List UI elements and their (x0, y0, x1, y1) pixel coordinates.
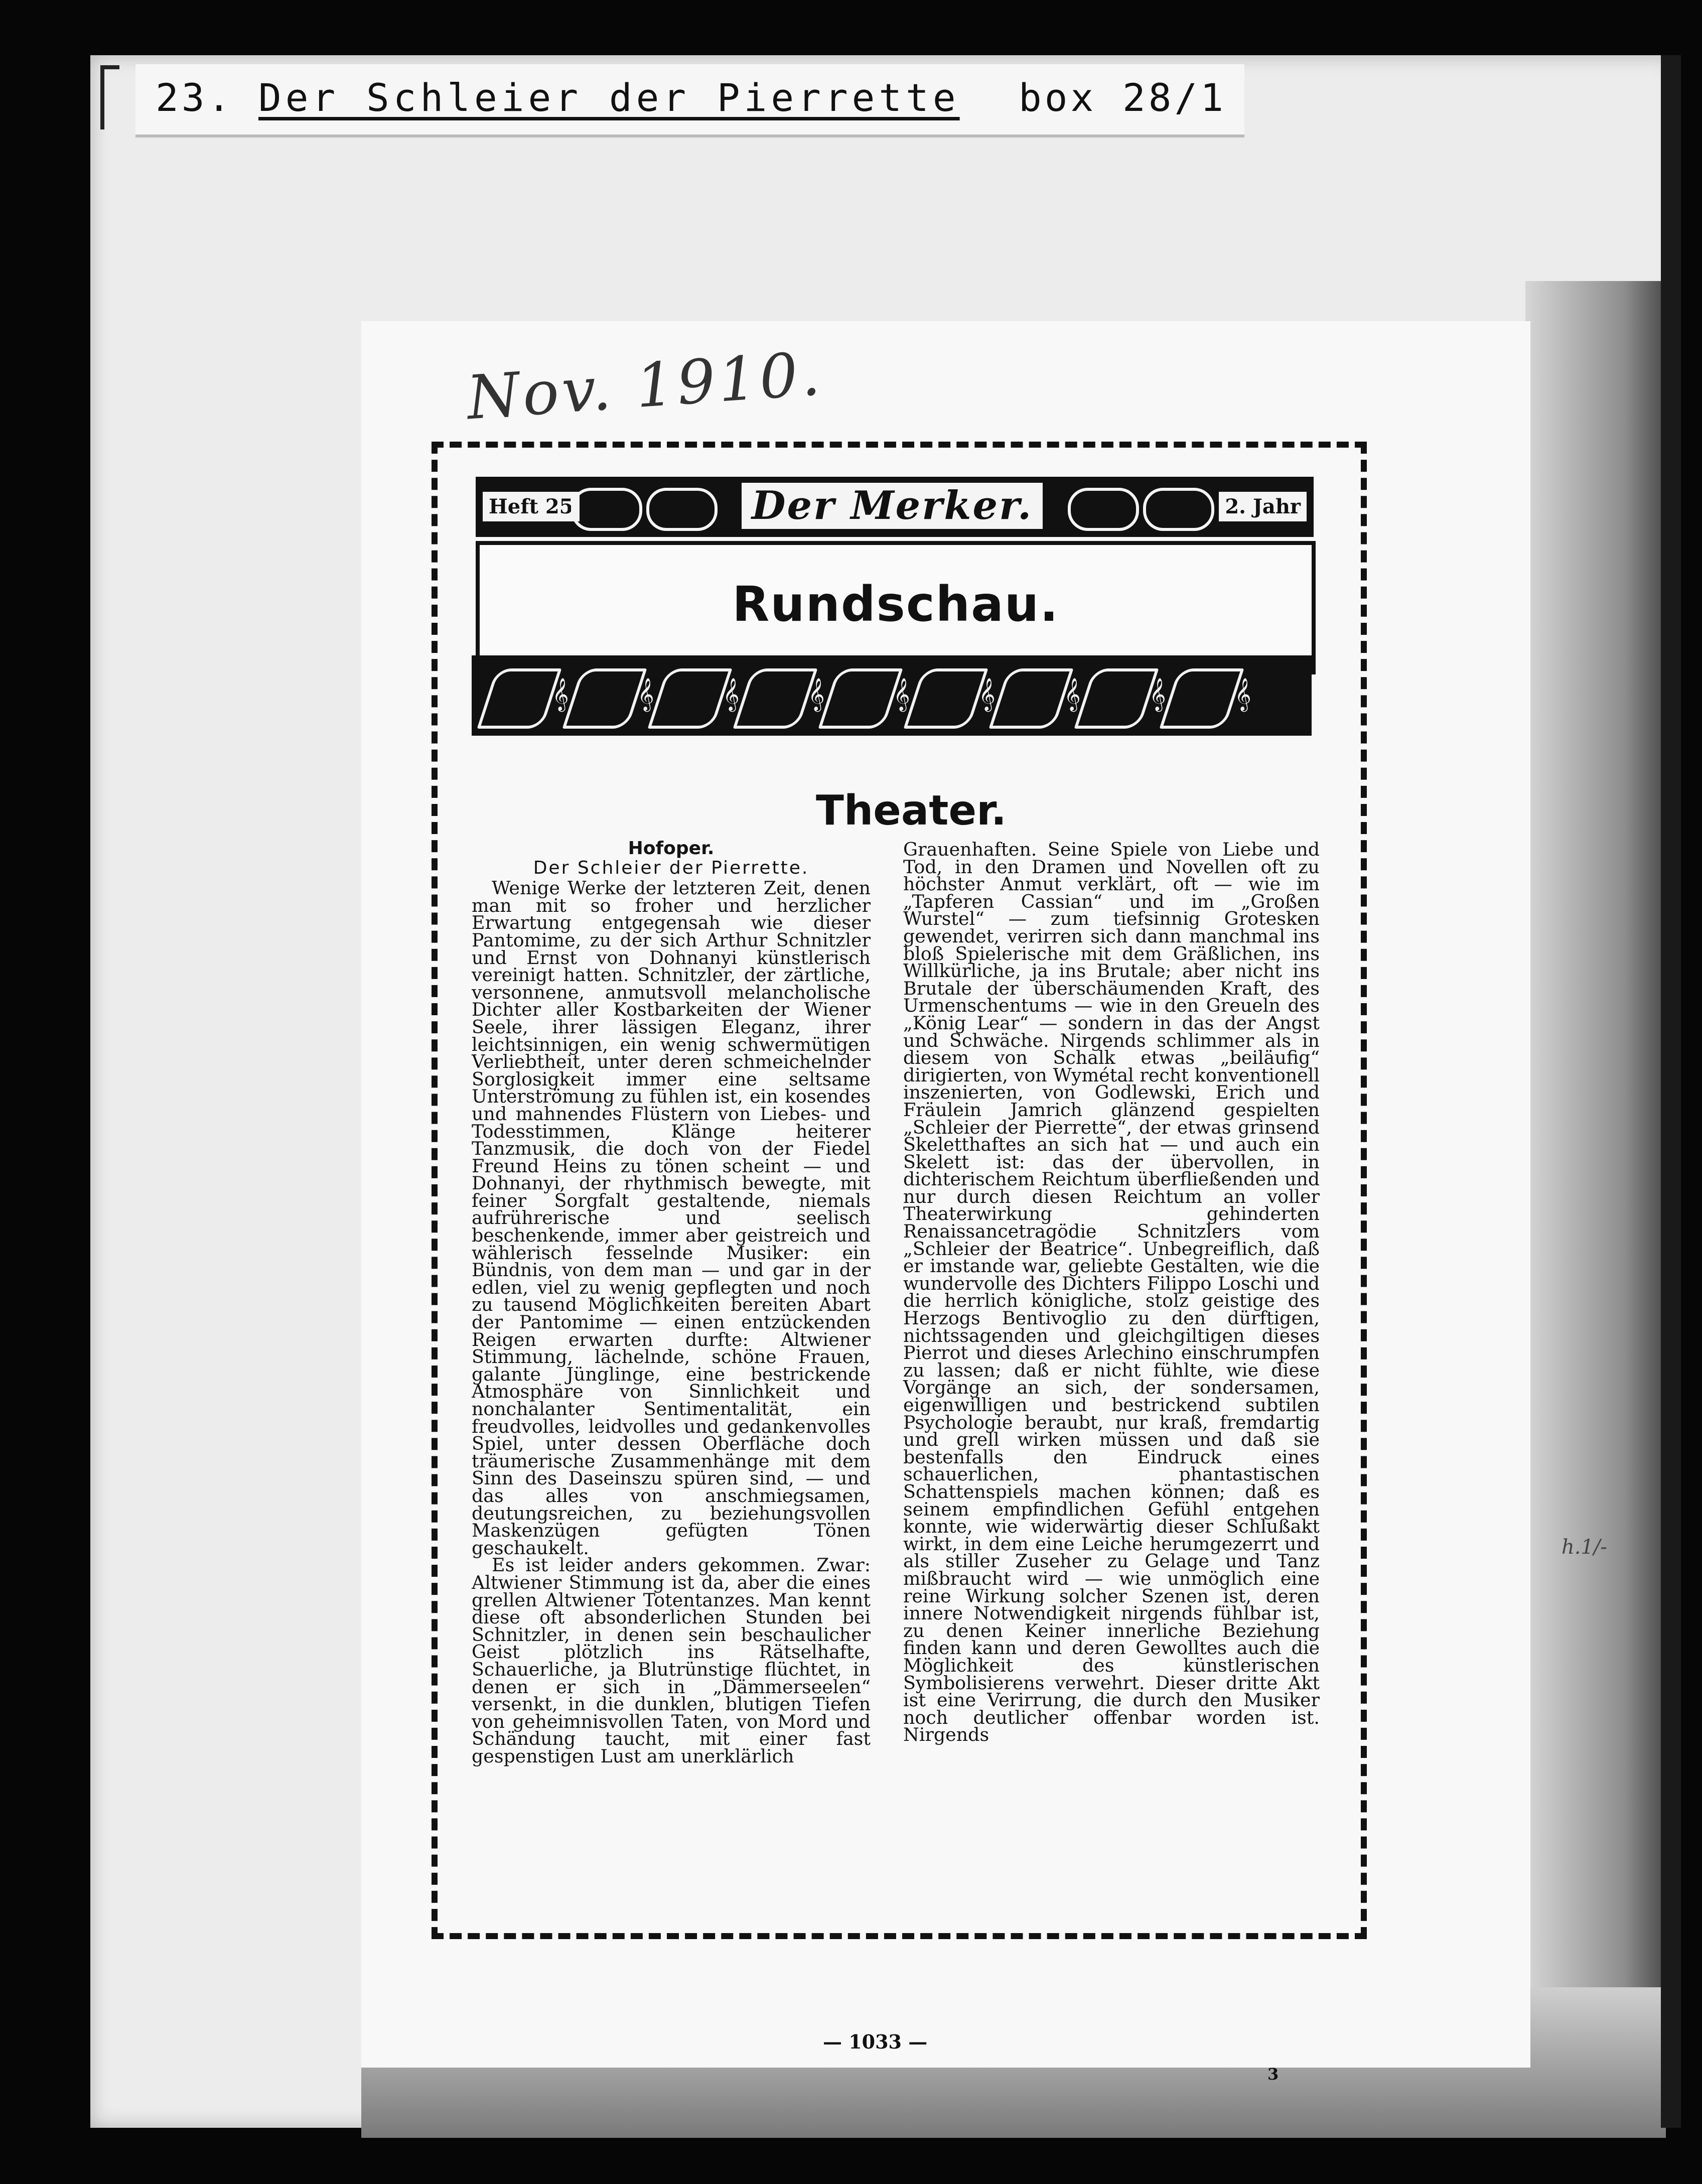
archive-label (135, 64, 1244, 138)
margin-pencil-note: h.1/- (1562, 1536, 1607, 1559)
sheet-shadow-right (1525, 281, 1666, 2138)
corner-mark (100, 65, 119, 129)
issue-label: Heft 25 (483, 492, 580, 521)
page-number: — 1033 — (823, 2030, 928, 2053)
treble-clef-icon: 𝄞 (978, 678, 996, 711)
archive-title: Der Schleier der Pierrette (258, 75, 960, 120)
paragraph: Wenige Werke der letzteren Zeit, denen man mit so froher und herzlicher Erwartung entgegensah wie dieser Pantomime, zu der sich Arthur Schnitzler und Ernst von Dohnanyi künstlerisch vereinigt hatten. Schnitzler, der zärtliche, versonnene, anmutsvoll melancholische Dichter aller Kostbarkeiten der Wiener Seele, ihrer lässigen Eleganz, ihrer leichtsinnigen, ein wenig schwermütigen Verliebtheit, unter deren schmeichelnder Sorglosigkeit immer eine seltsame Unterströmung zu fühlen ist, ein kosendes und mahnendes Flüstern von Liebes- und Todesstimmen, Klänge heiterer Tanzmusik, die doch von der Fiedel Freund Heins zu tönen scheint — und Dohnanyi, der rhythmisch bewegte, mit feiner Sorgfalt gestaltende, niemals aufrührerische und seelisch beschenkende, immer aber geistreich und wählerisch fesselnde Musiker: ein Bündnis, von dem man — und gar in der edlen, viel zu wenig gepflegten und noch zu tausend Möglichkeiten bereiten Abart der Pantomime — einen entzückenden Reigen erwarten durfte: Altwiener Stimmung, lächelnde, schöne Frauen, galante Jünglinge, eine bestrickende Atmosphäre von Sinnlichkeit und nonchalanter Sentimentalität, ein freudvolles, leidvolles und gedankenvolles Spiel, unter dessen Oberfläche doch träumerische Zusammenhänge mit dem Sinn des Daseinszu spüren sind, — und das alles von anschmiegsamen, deutungsreichen, zu beziehungsvollen Maskenzügen gefügten Tönen geschaukelt. (472, 877, 871, 1559)
ornament-icon (1068, 488, 1139, 531)
article-column-left (472, 840, 871, 1765)
ornament-icon (646, 488, 718, 531)
treble-clef-icon: 𝄞 (808, 678, 825, 711)
heading-theater: Theater. (816, 787, 1007, 835)
paragraph: Es ist leider anders gekommen. Zwar: Altwiener Stimmung ist da, aber die eines grellen Altwiener Totentanzes. Man kennt diese oft absonderlichen Stunden bei Schnitzler, in denen sein beschaulicher Geist plötzlich ins Rätselhafte, Schauerliche, ja Blutrünstige flüchtet, in denen er sich in „Dämmerseelen“ versenkt, in die dunklen, blutigen Tiefen von geheimnisvollen Taten, von Mord und Schändung taucht, mit einer fast gespenstigen Lust am unerklärlich (472, 1554, 871, 1767)
treble-clef-icon: 𝄞 (1064, 678, 1081, 711)
treble-clef-icon: 𝄞 (1149, 678, 1166, 711)
treble-clef-icon: 𝄞 (552, 678, 569, 711)
archive-number: 23. (156, 75, 234, 120)
treble-clef-icon: 𝄞 (637, 678, 654, 711)
year-label: 2. Jahr (1219, 492, 1307, 521)
treble-clef-icon: 𝄞 (893, 678, 910, 711)
article-column-right (903, 841, 1320, 1744)
treble-clef-icon: 𝄞 (723, 678, 740, 711)
treble-clef-icon: 𝄞 (1234, 678, 1251, 711)
section-title: Rundschau. (732, 576, 1059, 632)
masthead-title: Der Merker. (742, 483, 1043, 529)
signature-mark: 3 (1267, 2065, 1279, 2084)
scan-edge (1661, 55, 1681, 2128)
ornament-icon (1143, 488, 1214, 531)
article-kicker: Hofoper. (628, 838, 715, 859)
section-box (476, 541, 1316, 674)
archive-box: box 28/1 (1019, 75, 1227, 120)
handwritten-date: Nov. 1910. (465, 339, 825, 434)
ornament-icon (571, 488, 642, 531)
paragraph: Grauenhaften. Seine Spiele von Liebe und Tod, in den Dramen und Novellen oft zu höchster Anmut verklärt, oft — wie im „Tapferen Cassian“ und im „Großen Wurstel“ — zum tiefsinnig Grotesken gewendet, verirren sich dann manchmal ins bloß Spielerische mit dem Gräßlichen, ins Willkürliche, ja ins Brutale; aber nicht ins Brutale der überschäumenden Kraft, des Urmenschentums — wie in den Greueln des „König Lear“ — sondern in das der Angst und Schwäche. Nirgends schlimmer als in diesem von Schalk etwas „beiläufig“ dirigierten, von Wymétal recht konventionell inszenierten, von Godlewski, Erich und Fräulein Jamrich glänzend gespielten „Schleier der Pierrette“, der etwas grinsend Skeletthaftes an sich hat — und auch ein Skelett ist: das der übervollen, in dichterischem Reichtum überfließenden und nur durch diesen Reichtum an voller Theaterwirkung gehinderten Renaissancetragödie Schnitzlers vom „Schleier der Beatrice“. Unbegreiflich, daß er imstande war, geliebte Gestalten, wie die wundervolle des Dichters Filippo Loschi und die herrlich königliche, stolz geistige des Herzogs Bentivoglio zu den dürftigen, nichtssagenden und gleichgiltigen dieses Pierrot und dieses Arlechino einschrumpfen zu lassen; daß er nicht fühlte, wie diese Vorgänge an sich, der sondersamen, eigenwilligen und bestrickend subtilen Psychologie beraubt, nur kraß, fremdartig und grell wirken müssen und daß sie bestenfalls den Eindruck eines schauerlichen, phantastischen Schattenspiels machen können; daß es seinem empfindlichen Gefühl entgehen konnte, wie widerwärtig dieser Schlußakt wirkt, in dem eine Leiche herumgezerrt und als stiller Zuseher zu Gelage und Tanz mißbraucht wird — wie unmöglich eine reine Wirkung solcher Szenen ist, deren innere Notwendigkeit nirgends fühlbar ist, zu denen Keiner innerliche Beziehung finden kann und deren Gewolltes auch die Möglichkeit des künstlerischen Symbolisierens verwehrt. Dieser dritte Akt ist eine Verirrung, die durch den Musiker noch deutlicher offenbar worden ist. Nirgends (903, 839, 1320, 1746)
masthead-banner (476, 477, 1314, 537)
music-ornament-strip (472, 655, 1312, 736)
article-title: Der Schleier der Pierrette. (533, 857, 809, 878)
